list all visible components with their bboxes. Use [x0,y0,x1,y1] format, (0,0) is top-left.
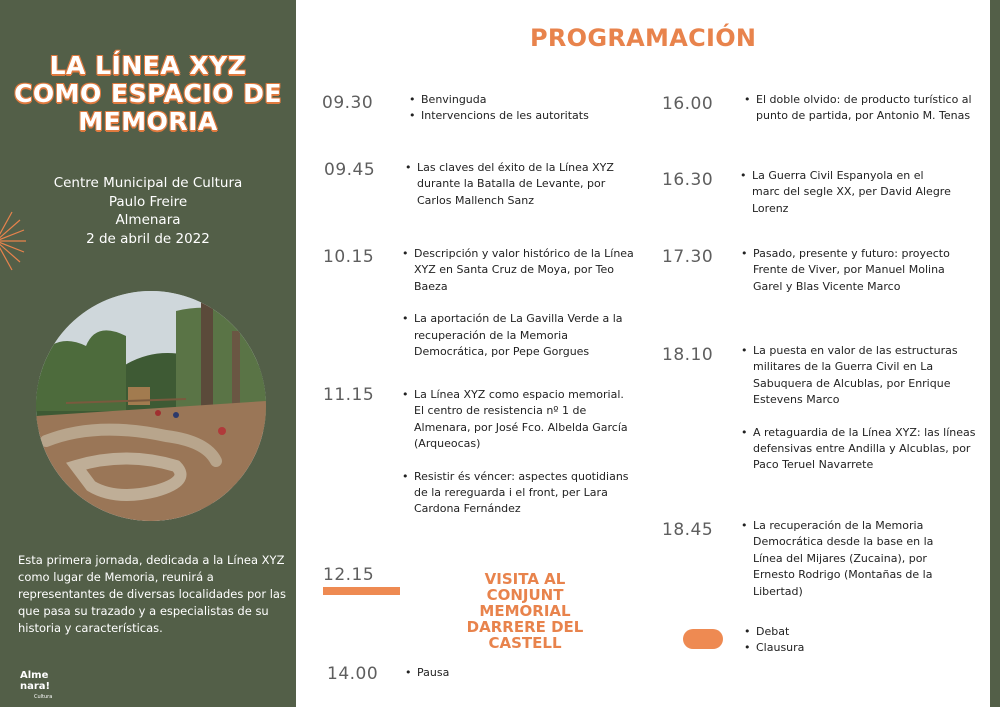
time-slot: 11.15 [323,385,375,405]
program-heading: PROGRAMACIÓN [530,24,757,52]
agenda-item: • Descripción y valor histórico de la Línea XYZ en Santa Cruz de Moya, por Teo Baeza [414,246,637,295]
time-slot: 17.30 [662,247,714,267]
agenda-item: • Benvinguda [421,92,621,108]
logo-text: nara! [20,681,51,692]
agenda-items [753,246,963,295]
trench-photo [36,291,266,521]
time-slot: 09.30 [322,93,374,113]
title-line: MEMORIA [78,107,218,136]
visit-announcement: VISITA AL CONJUNT MEMORIAL DARRERE DEL CASTELL [466,570,584,652]
time-slot: 18.45 [662,520,714,540]
agenda-items [414,246,637,360]
agenda-item: • Las claves del éxito de la Línea XYZ durante la Batalla de Levante, por Carlos Mallench Sanz [417,160,637,209]
agenda-items [417,160,637,209]
event-date: 2 de abril de 2022 [86,230,210,247]
agenda-items [417,665,517,681]
time-slot: 16.00 [662,94,714,114]
agenda-items [753,518,963,600]
agenda-item: • Pausa [417,665,517,681]
agenda-item: • Resistir és véncer: aspectes quotidians de la rereguarda i el front, per Lara Cardona Fernández [414,469,634,518]
venue-info [0,174,296,248]
venue-line: Centre Municipal de Cultura [53,175,243,191]
agenda-item: • La Línea XYZ como espacio memorial. El centro de resistencia nº 1 de Almenara, por José Fco. Albelda García (Arqueocas) [414,387,634,453]
agenda-item: • Debat [756,624,876,640]
almenara-logo [20,670,52,703]
agenda-items [756,624,876,657]
venue-line: Paulo Freire [108,193,188,210]
agenda-item: • A retaguardia de la Línea XYZ: las líneas defensivas entre Andilla y Alcublas, por Paco Teruel Navarrete [753,425,978,474]
time-slot: 18.10 [662,345,714,365]
agenda-item: • Pasado, presente y futuro: proyecto Frente de Viver, por Manuel Molina Garel y Blas Vicente Marco [753,246,963,295]
title-line: COMO ESPACIO DE [14,79,282,108]
event-title [0,52,296,136]
time-slot: 16.30 [662,170,714,190]
agenda-item: • La Guerra Civil Espanyola en el marc del segle XX, per David Alegre Lorenz [752,168,952,217]
time-slot: 12.15 [323,565,375,585]
time-slot: 10.15 [323,247,375,267]
sunburst-decoration-icon [0,206,30,276]
time-slot: 14.00 [327,664,379,684]
highlight-bar [323,587,400,595]
agenda-items [421,92,621,125]
agenda-items [756,92,976,125]
agenda-item: • La puesta en valor de las estructuras militares de la Guerra Civil en La Sabuquera de Alcublas, por Enrique Estevens Marco [753,343,978,409]
logo-text: Alme [20,670,49,681]
agenda-items [753,343,978,474]
right-border-stripe [990,0,1000,707]
agenda-item: • Clausura [756,640,876,656]
agenda-items [414,387,634,518]
agenda-item: • Intervencions de les autoritats [421,108,621,124]
agenda-item: • El doble olvido: de producto turístico al punto de partida, por Antonio M. Tenas [756,92,976,125]
title-line: LA LÍNEA XYZ [49,51,247,80]
closing-marker-pill [683,629,723,649]
agenda-items [752,168,952,217]
agenda-item: • La aportación de La Gavilla Verde a la recuperación de la Memoria Democrática, por Pepe Gorgues [414,311,637,360]
time-slot: 09.45 [324,160,376,180]
agenda-item: • La recuperación de la Memoria Democrática desde la base en la Línea del Mijares (Zucaina), por Ernesto Rodrigo (Montañas de la Libertad) [753,518,963,600]
logo-subtext: Cultura [34,694,53,700]
event-description: Esta primera jornada, dedicada a la Línea XYZ como lugar de Memoria, reunirá a representantes de diversas localidades por las que pasa su trazado y a especialistas de su historia y características. [18,553,286,635]
venue-line: Almenara [115,212,181,228]
